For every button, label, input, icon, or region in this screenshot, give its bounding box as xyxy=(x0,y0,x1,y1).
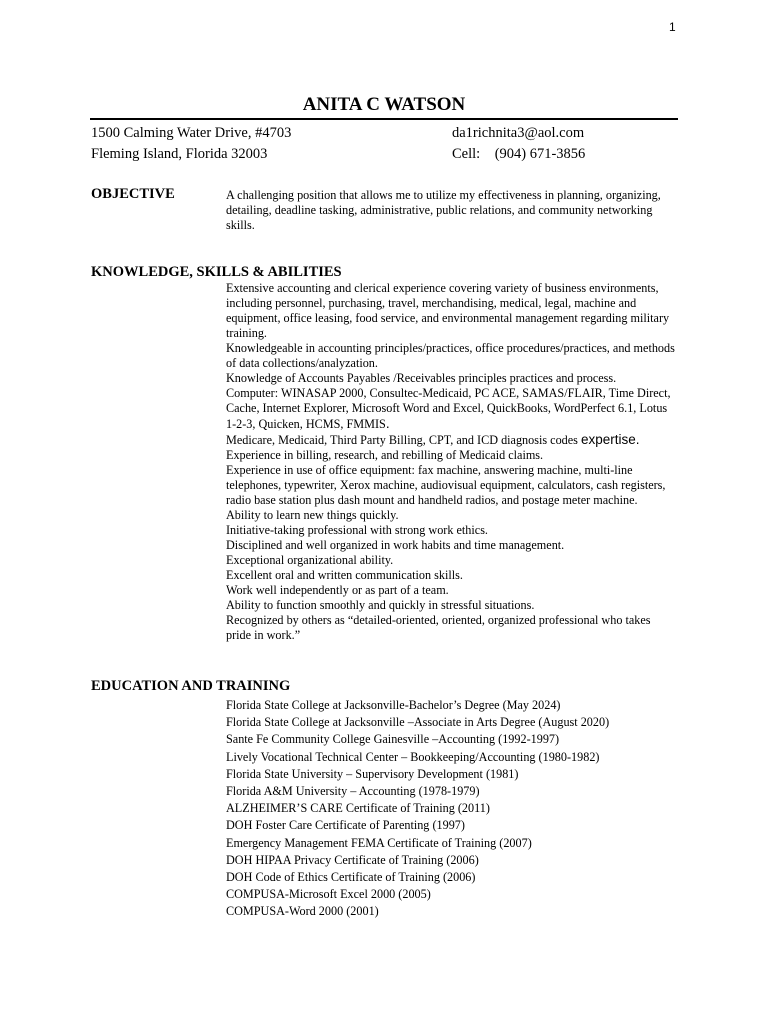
ksa-item: Experience in billing, research, and rebilling of Medicaid claims. xyxy=(226,448,544,462)
address-line1: 1500 Calming Water Drive, #4703 xyxy=(91,125,292,141)
phone: Cell: (904) 671-3856 xyxy=(452,146,586,162)
objective-heading: OBJECTIVE xyxy=(91,186,175,202)
ksa-item: Exceptional organizational ability. xyxy=(226,553,394,567)
email[interactable]: da1richnita3@aol.com xyxy=(452,125,585,141)
ksa-item: Knowledge of Accounts Payables /Receivables principles practices and process. xyxy=(226,371,617,385)
education-heading: EDUCATION AND TRAINING xyxy=(91,678,291,694)
ksa-item-suffix: expertise. xyxy=(580,432,640,447)
education-item: Florida State University – Supervisory Development (1981) xyxy=(226,766,519,781)
ksa-item: Knowledgeable in accounting principles/practices, office procedures/practices, and methods of data collections/analyzation. xyxy=(226,341,675,370)
objective-text: A challenging position that allows me to utilize my effectiveness in planning, organizing, detailing, deadline tasking, administrative, public relations, and community networking skills. xyxy=(226,188,661,232)
ksa-item: Work well independently or as part of a team. xyxy=(226,583,449,597)
education-item: Emergency Management FEMA Certificate of Training (2007) xyxy=(226,835,532,850)
education-item: DOH Foster Care Certificate of Parenting (1997) xyxy=(226,818,465,833)
resume-name: ANITA C WATSON xyxy=(302,94,466,115)
education-item: DOH HIPAA Privacy Certificate of Training (2006) xyxy=(226,852,479,867)
education-item: Florida State College at Jacksonville-Bachelor’s Degree (May 2024) xyxy=(226,698,561,712)
education-item: COMPUSA-Microsoft Excel 2000 (2005) xyxy=(226,887,431,902)
address-block xyxy=(91,123,291,165)
ksa-item: Initiative-taking professional with strong work ethics. xyxy=(226,523,488,537)
ksa-item: Disciplined and well organized in work habits and time management. xyxy=(226,538,565,552)
ksa-heading: KNOWLEDGE, SKILLS & ABILITIES xyxy=(91,264,342,280)
education-item: Florida State College at Jacksonville –Associate in Arts Degree (August 2020) xyxy=(226,715,610,730)
ksa-item: Experience in use of office equipment: fax machine, answering machine, multi-line telephones, typewriter, Xerox machine, audiovisual equipment, calculators, cash registers, radio base station plus dash mount and handheld radios, and postage meter machine. xyxy=(226,463,666,507)
education-item: ALZHEIMER’S CARE Certificate of Training (2011) xyxy=(226,801,490,816)
ksa-item-suffix: . xyxy=(385,416,390,431)
ksa-item-text: Medicare, Medicaid, Third Party Billing, CPT, and ICD diagnosis codes xyxy=(226,433,578,447)
header-rule xyxy=(90,118,678,120)
education-item: Florida A&M University – Accounting (1978-1979) xyxy=(226,784,480,799)
education-list xyxy=(226,697,678,921)
ksa-list xyxy=(226,281,678,643)
ksa-item: Ability to learn new things quickly. xyxy=(226,508,399,522)
ksa-item-text: Computer: WINASAP 2000, Consultec-Medicaid, PC ACE, SAMAS/FLAIR, Time Direct, Cache, Internet Explorer, Microsoft Word and Excel, QuickBooks, WordPerfect 6.1, Lotus 1-2-3, Quicken, HCMS, FMMIS xyxy=(226,386,671,431)
education-item: Lively Vocational Technical Center – Bookkeeping/Accounting (1980-1982) xyxy=(226,749,600,764)
address-line2: Fleming Island, Florida 32003 xyxy=(91,146,268,162)
ksa-item xyxy=(226,386,678,432)
contact-block xyxy=(452,123,585,165)
ksa-item: Ability to function smoothly and quickly in stressful situations. xyxy=(226,598,535,612)
education-item: DOH Code of Ethics Certificate of Training (2006) xyxy=(226,870,476,885)
page-number: 1 xyxy=(669,20,676,34)
ksa-item: Recognized by others as “detailed-oriented, oriented, organized professional who takes pride in work.” xyxy=(226,613,651,642)
education-item: Sante Fe Community College Gainesville –Accounting (1992-1997) xyxy=(226,732,560,747)
ksa-item: Extensive accounting and clerical experience covering variety of business environments, including personnel, purchasing, travel, merchandising, medical, legal, machine and equipment, office leasing, food service, and environmental management regarding military training. xyxy=(226,281,670,340)
education-item: COMPUSA-Word 2000 (2001) xyxy=(226,904,379,919)
ksa-item: Excellent oral and written communication skills. xyxy=(226,568,463,582)
ksa-item xyxy=(226,432,678,448)
